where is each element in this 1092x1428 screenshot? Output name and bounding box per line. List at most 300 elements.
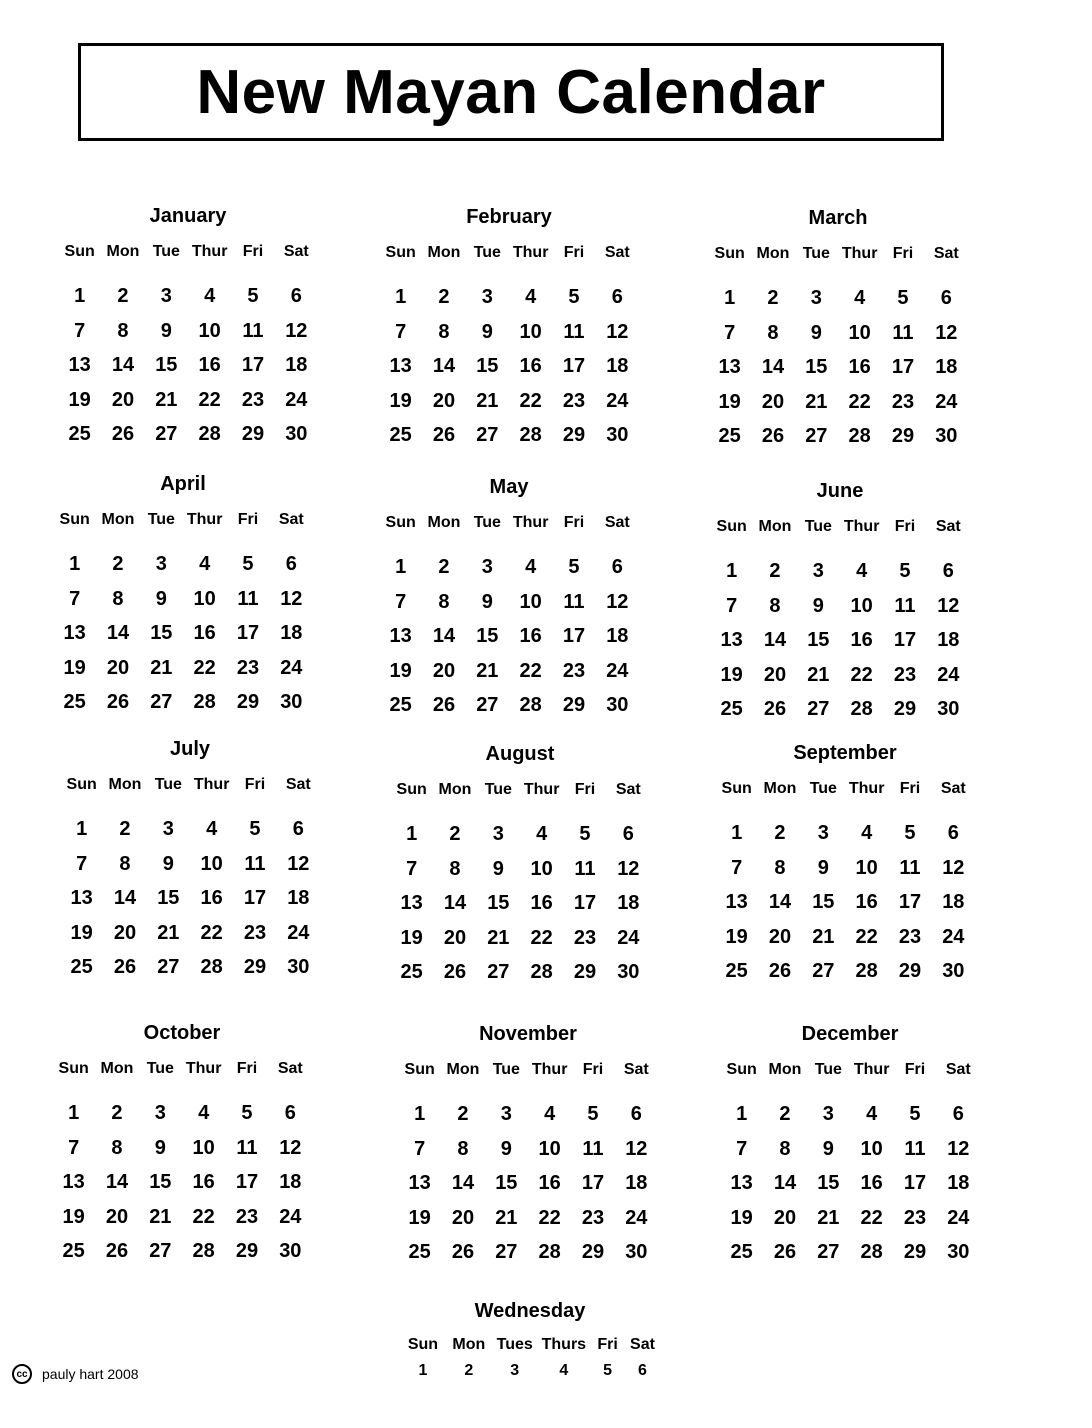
day-cell: 26 bbox=[113, 956, 137, 978]
day-cell: 21 bbox=[495, 1206, 518, 1229]
wednesday-block bbox=[400, 1298, 660, 1382]
weekday-header: Fri bbox=[242, 243, 264, 260]
day-cell: 27 bbox=[495, 1241, 518, 1263]
weekday-header: Fri bbox=[563, 244, 585, 261]
day-cell: 6 bbox=[292, 818, 304, 840]
day-cell: 7 bbox=[395, 320, 407, 343]
day-cell: 1 bbox=[724, 287, 736, 309]
day-cell: 10 bbox=[519, 590, 542, 613]
cc-icon: cc bbox=[12, 1364, 32, 1384]
day-cell: 12 bbox=[937, 594, 960, 617]
weekday-header: Thur bbox=[853, 1061, 890, 1078]
page-title: New Mayan Calendar bbox=[196, 57, 826, 127]
day-cell: 26 bbox=[768, 960, 792, 982]
day-cell: 12 bbox=[942, 856, 965, 879]
day-cell: 11 bbox=[244, 852, 266, 875]
weekday-header-row bbox=[52, 1058, 312, 1080]
weekday-header: Sat bbox=[935, 518, 961, 535]
day-cell: 20 bbox=[761, 390, 785, 413]
weekday-header-row bbox=[708, 243, 968, 265]
day-cell: 18 bbox=[947, 1172, 970, 1194]
weekday-header: Mon bbox=[438, 781, 472, 798]
weekday-header: Tue bbox=[814, 1061, 842, 1078]
day-cell: 14 bbox=[768, 891, 792, 913]
weekday-header: Tue bbox=[473, 514, 501, 531]
day-cell: 11 bbox=[563, 320, 585, 343]
weekday-header: Tue bbox=[809, 780, 837, 797]
weekday-header: Thur bbox=[531, 1061, 568, 1078]
day-cell: 14 bbox=[105, 1171, 129, 1193]
day-cell: 14 bbox=[451, 1172, 475, 1194]
month-name: April bbox=[160, 473, 206, 495]
weekday-header: Mon bbox=[452, 1336, 486, 1353]
day-cell: 13 bbox=[68, 354, 91, 376]
day-cell: 12 bbox=[606, 320, 629, 343]
day-cell: 13 bbox=[62, 1171, 85, 1193]
month-name: December bbox=[801, 1023, 899, 1045]
day-cell: 14 bbox=[106, 622, 130, 644]
day-cell: 20 bbox=[768, 925, 792, 948]
day-cell: 15 bbox=[805, 356, 828, 378]
wednesday-weekday-header-row bbox=[400, 1334, 660, 1356]
day-cell: 22 bbox=[850, 663, 873, 686]
day-cell: 17 bbox=[891, 356, 915, 378]
weekday-header: Tue bbox=[492, 1061, 520, 1078]
day-cell: 4 bbox=[204, 285, 216, 307]
day-cell: 21 bbox=[817, 1206, 840, 1229]
day-cell: 30 bbox=[285, 423, 308, 445]
day-cell: 1 bbox=[736, 1103, 748, 1125]
day-cell: 28 bbox=[198, 423, 221, 445]
day-cell: 8 bbox=[457, 1137, 469, 1160]
day-cell: 29 bbox=[893, 698, 917, 720]
day-cell: 22 bbox=[519, 389, 542, 412]
day-cell: 10 bbox=[198, 319, 221, 342]
day-cell: 30 bbox=[937, 698, 960, 720]
day-cell: 25 bbox=[730, 1241, 753, 1263]
day-cell: 8 bbox=[111, 1136, 123, 1159]
day-cell: 28 bbox=[848, 425, 871, 447]
day-cell: 19 bbox=[718, 390, 741, 413]
day-cell: 2 bbox=[449, 823, 461, 845]
day-cell: 5 bbox=[242, 553, 254, 575]
day-cell: 25 bbox=[389, 694, 412, 716]
weekday-header: Sun bbox=[385, 244, 416, 261]
day-cell: 23 bbox=[581, 1206, 605, 1229]
day-cell: 21 bbox=[487, 926, 510, 949]
month-december bbox=[720, 1021, 980, 1270]
weekday-header: Sun bbox=[726, 1061, 757, 1078]
day-cell: 2 bbox=[438, 286, 450, 308]
day-cell: 4 bbox=[525, 556, 537, 578]
day-cell: 26 bbox=[443, 961, 467, 983]
day-cell: 21 bbox=[476, 659, 499, 682]
day-cell: 8 bbox=[449, 857, 461, 880]
day-cell: 4 bbox=[856, 560, 868, 582]
day-cell: 3 bbox=[160, 285, 172, 307]
day-cell: 3 bbox=[817, 822, 829, 844]
month-march bbox=[708, 205, 968, 454]
weekday-header: Fri bbox=[574, 781, 596, 798]
day-cell: 24 bbox=[937, 663, 960, 686]
weekday-header: Fri bbox=[899, 780, 921, 797]
day-cell: 17 bbox=[235, 1171, 259, 1193]
month-name: February bbox=[466, 206, 552, 228]
day-cell: 3 bbox=[154, 1102, 166, 1124]
day-cell: 9 bbox=[492, 857, 504, 880]
weekday-header: Fri bbox=[244, 776, 266, 793]
day-cell: 10 bbox=[848, 321, 871, 344]
day-cell: 16 bbox=[200, 887, 223, 909]
day-cell: 10 bbox=[193, 587, 216, 610]
weekday-header: Mon bbox=[427, 244, 461, 261]
weekday-header: Sun bbox=[407, 1336, 439, 1353]
day-cell: 19 bbox=[62, 1205, 85, 1228]
weekday-header-row bbox=[390, 779, 650, 801]
day-cell: 20 bbox=[432, 659, 456, 682]
day-cell: 19 bbox=[730, 1206, 753, 1229]
day-cell: 1 bbox=[395, 556, 407, 578]
weekday-header-row bbox=[379, 512, 639, 534]
day-cell: 10 bbox=[860, 1137, 883, 1160]
day-cell: 15 bbox=[476, 625, 499, 647]
day-cell: 3 bbox=[155, 553, 167, 575]
day-cell: 9 bbox=[481, 590, 493, 613]
weekday-header-row bbox=[379, 242, 639, 264]
day-cell: 11 bbox=[236, 1136, 258, 1159]
weekday-header: Sat bbox=[940, 780, 966, 797]
day-cell: 22 bbox=[530, 926, 553, 949]
day-cell: 26 bbox=[763, 698, 787, 720]
weekday-header: Sat bbox=[604, 244, 630, 261]
day-cell: 25 bbox=[62, 1240, 85, 1262]
day-cell: 24 bbox=[279, 1205, 302, 1228]
day-cell: 14 bbox=[761, 356, 785, 378]
weekday-header: Sun bbox=[396, 781, 427, 798]
day-cell: 17 bbox=[573, 892, 597, 914]
day-cell: 30 bbox=[606, 424, 629, 446]
day-cell: 4 bbox=[854, 287, 866, 309]
day-cell: 1 bbox=[406, 823, 418, 845]
day-cell: 29 bbox=[898, 960, 922, 982]
day-cell: 16 bbox=[860, 1172, 883, 1194]
month-september bbox=[715, 740, 975, 989]
day-cell: 20 bbox=[773, 1206, 797, 1229]
weekday-header: Sat bbox=[285, 776, 311, 793]
day-cell: 20 bbox=[106, 656, 130, 679]
day-grid bbox=[379, 550, 639, 723]
day-cell: 21 bbox=[155, 388, 178, 411]
day-cell: 5 bbox=[899, 560, 911, 582]
weekday-header: Sun bbox=[59, 511, 90, 528]
day-cell: 2 bbox=[457, 1103, 469, 1125]
day-cell: 2 bbox=[119, 818, 131, 840]
day-cell: 28 bbox=[192, 1240, 215, 1262]
weekday-header: Sat bbox=[604, 514, 630, 531]
day-cell: 30 bbox=[942, 960, 965, 982]
day-cell: 13 bbox=[718, 356, 741, 378]
day-cell: 17 bbox=[581, 1172, 605, 1194]
day-cell: 27 bbox=[476, 694, 499, 716]
day-cell: 27 bbox=[476, 424, 499, 446]
day-cell: 14 bbox=[113, 887, 137, 909]
day-cell: 24 bbox=[287, 921, 310, 944]
day-cell: 22 bbox=[193, 656, 216, 679]
weekday-header: Fri bbox=[597, 1336, 618, 1353]
day-cell: 6 bbox=[622, 823, 634, 845]
day-cell: 26 bbox=[106, 691, 130, 713]
day-cell: 4 bbox=[199, 553, 211, 575]
weekday-header: Fri bbox=[892, 245, 914, 262]
weekday-header: Thur bbox=[512, 514, 549, 531]
day-cell: 25 bbox=[720, 698, 743, 720]
weekday-header: Thur bbox=[186, 511, 223, 528]
day-cell: 17 bbox=[241, 354, 265, 376]
weekday-header: Fri bbox=[237, 511, 259, 528]
day-cell: 11 bbox=[894, 594, 916, 617]
day-cell: 15 bbox=[495, 1172, 518, 1194]
weekday-header: Mon bbox=[100, 1060, 134, 1077]
day-cell: 14 bbox=[432, 355, 456, 377]
weekday-header: Sun bbox=[721, 780, 752, 797]
weekday-header: Sat bbox=[623, 1061, 649, 1078]
day-cell: 24 bbox=[617, 926, 640, 949]
day-cell: 2 bbox=[769, 560, 781, 582]
day-cell: 14 bbox=[443, 892, 467, 914]
weekday-header: Thur bbox=[843, 518, 880, 535]
day-cell: 11 bbox=[892, 321, 914, 344]
day-cell: 19 bbox=[389, 389, 412, 412]
day-cell: 9 bbox=[810, 321, 822, 344]
day-cell: 21 bbox=[150, 656, 173, 679]
day-cell: 28 bbox=[193, 691, 216, 713]
weekday-header: Thur bbox=[191, 243, 228, 260]
day-cell: 3 bbox=[510, 1362, 520, 1379]
day-cell: 7 bbox=[724, 321, 736, 344]
day-cell: 27 bbox=[155, 423, 178, 445]
day-cell: 28 bbox=[530, 961, 553, 983]
day-cell: 8 bbox=[767, 321, 779, 344]
day-cell: 30 bbox=[287, 956, 310, 978]
weekday-header: Sat bbox=[630, 1336, 655, 1353]
day-cell: 11 bbox=[904, 1137, 926, 1160]
day-cell: 16 bbox=[198, 354, 221, 376]
weekday-header: Mon bbox=[768, 1061, 802, 1078]
month-april bbox=[53, 471, 313, 720]
weekday-header: Thur bbox=[185, 1060, 222, 1077]
weekday-header: Mon bbox=[427, 514, 461, 531]
day-grid bbox=[710, 554, 970, 727]
day-cell: 9 bbox=[817, 856, 829, 879]
day-cell: 24 bbox=[942, 925, 965, 948]
day-cell: 13 bbox=[389, 355, 412, 377]
weekday-header: Sun bbox=[64, 243, 95, 260]
day-grid bbox=[52, 1096, 312, 1269]
title-box bbox=[78, 43, 944, 141]
day-cell: 3 bbox=[481, 556, 493, 578]
month-name: May bbox=[489, 476, 529, 498]
day-cell: 5 bbox=[897, 287, 909, 309]
day-cell: 8 bbox=[779, 1137, 791, 1160]
day-cell: 30 bbox=[617, 961, 640, 983]
day-cell: 28 bbox=[538, 1241, 561, 1263]
day-cell: 15 bbox=[157, 887, 180, 909]
day-cell: 18 bbox=[625, 1172, 648, 1194]
day-cell: 23 bbox=[243, 921, 267, 944]
day-cell: 13 bbox=[725, 891, 748, 913]
day-cell: 9 bbox=[812, 594, 824, 617]
month-name: October bbox=[143, 1022, 221, 1044]
day-cell: 12 bbox=[947, 1137, 970, 1160]
day-cell: 11 bbox=[242, 319, 264, 342]
weekday-header: Mon bbox=[758, 518, 792, 535]
day-cell: 11 bbox=[563, 590, 585, 613]
day-cell: 8 bbox=[119, 852, 131, 875]
day-cell: 25 bbox=[389, 424, 412, 446]
day-cell: 7 bbox=[69, 587, 81, 610]
day-cell: 3 bbox=[812, 560, 824, 582]
day-cell: 3 bbox=[822, 1103, 834, 1125]
day-cell: 5 bbox=[568, 556, 580, 578]
day-cell: 19 bbox=[400, 926, 423, 949]
day-cell: 24 bbox=[935, 390, 958, 413]
day-cell: 18 bbox=[279, 1171, 302, 1193]
day-cell: 23 bbox=[562, 659, 586, 682]
day-cell: 5 bbox=[579, 823, 591, 845]
day-grid bbox=[58, 279, 318, 452]
month-june bbox=[710, 478, 970, 727]
day-cell: 3 bbox=[492, 823, 504, 845]
day-cell: 24 bbox=[947, 1206, 970, 1229]
day-cell: 10 bbox=[855, 856, 878, 879]
weekday-header: Mon bbox=[763, 780, 797, 797]
weekday-header: Tue bbox=[484, 781, 512, 798]
day-cell: 27 bbox=[812, 960, 835, 982]
weekday-header: Fri bbox=[236, 1060, 258, 1077]
day-cell: 13 bbox=[70, 887, 93, 909]
weekday-header: Mon bbox=[108, 776, 142, 793]
weekday-header: Tue bbox=[473, 244, 501, 261]
weekday-header: Fri bbox=[894, 518, 916, 535]
day-cell: 19 bbox=[720, 663, 743, 686]
day-cell: 5 bbox=[249, 818, 261, 840]
day-cell: 7 bbox=[726, 594, 738, 617]
day-cell: 13 bbox=[389, 625, 412, 647]
day-cell: 7 bbox=[68, 1136, 80, 1159]
day-cell: 23 bbox=[898, 925, 922, 948]
day-cell: 12 bbox=[279, 1136, 302, 1159]
day-grid bbox=[60, 812, 320, 985]
wednesday-title: Wednesday bbox=[474, 1300, 586, 1322]
day-cell: 19 bbox=[63, 656, 86, 679]
day-cell: 19 bbox=[408, 1206, 431, 1229]
day-cell: 9 bbox=[154, 1136, 166, 1159]
day-cell: 11 bbox=[899, 856, 921, 879]
day-cell: 29 bbox=[573, 961, 597, 983]
weekday-header: Sun bbox=[714, 245, 745, 262]
day-cell: 8 bbox=[438, 590, 450, 613]
day-cell: 8 bbox=[117, 319, 129, 342]
day-cell: 22 bbox=[519, 659, 542, 682]
day-cell: 28 bbox=[860, 1241, 883, 1263]
day-cell: 2 bbox=[774, 822, 786, 844]
day-cell: 12 bbox=[606, 590, 629, 613]
day-cell: 10 bbox=[538, 1137, 561, 1160]
day-cell: 30 bbox=[947, 1241, 970, 1263]
day-cell: 4 bbox=[866, 1103, 878, 1125]
day-cell: 20 bbox=[763, 663, 787, 686]
day-cell: 24 bbox=[285, 388, 308, 411]
day-cell: 29 bbox=[241, 423, 265, 445]
day-cell: 22 bbox=[860, 1206, 883, 1229]
day-cell: 20 bbox=[432, 389, 456, 412]
day-cell: 28 bbox=[519, 694, 542, 716]
day-cell: 6 bbox=[952, 1103, 964, 1125]
day-cell: 14 bbox=[111, 354, 135, 376]
day-cell: 2 bbox=[117, 285, 129, 307]
day-cell: 6 bbox=[940, 287, 952, 309]
day-cell: 20 bbox=[451, 1206, 475, 1229]
day-cell: 14 bbox=[773, 1172, 797, 1194]
weekday-header-row bbox=[710, 516, 970, 538]
day-cell: 4 bbox=[198, 1102, 210, 1124]
day-cell: 16 bbox=[848, 356, 871, 378]
day-cell: 15 bbox=[150, 622, 173, 644]
day-cell: 10 bbox=[519, 320, 542, 343]
month-july bbox=[60, 736, 320, 985]
weekday-header: Sat bbox=[283, 243, 309, 260]
day-cell: 15 bbox=[807, 629, 830, 651]
day-cell: 1 bbox=[74, 285, 86, 307]
day-cell: 26 bbox=[451, 1241, 475, 1263]
day-grid bbox=[720, 1097, 980, 1270]
day-cell: 21 bbox=[807, 663, 830, 686]
day-cell: 23 bbox=[903, 1206, 927, 1229]
day-cell: 10 bbox=[530, 857, 553, 880]
weekday-header: Thur bbox=[512, 244, 549, 261]
day-cell: 21 bbox=[805, 390, 828, 413]
day-cell: 28 bbox=[855, 960, 878, 982]
weekday-header: Mon bbox=[446, 1061, 480, 1078]
day-cell: 24 bbox=[280, 656, 303, 679]
day-cell: 17 bbox=[893, 629, 917, 651]
day-cell: 26 bbox=[761, 425, 785, 447]
weekday-header: Tue bbox=[804, 518, 832, 535]
day-cell: 5 bbox=[904, 822, 916, 844]
day-cell: 17 bbox=[236, 622, 260, 644]
day-cell: 25 bbox=[725, 960, 748, 982]
day-cell: 2 bbox=[779, 1103, 791, 1125]
day-cell: 24 bbox=[606, 389, 629, 412]
day-cell: 25 bbox=[400, 961, 423, 983]
day-grid bbox=[53, 547, 313, 720]
day-cell: 22 bbox=[192, 1205, 215, 1228]
day-cell: 12 bbox=[625, 1137, 648, 1160]
month-october bbox=[52, 1020, 312, 1269]
month-name: August bbox=[485, 743, 555, 765]
day-cell: 25 bbox=[70, 956, 93, 978]
day-cell: 29 bbox=[236, 691, 260, 713]
day-cell: 6 bbox=[638, 1362, 647, 1379]
day-cell: 23 bbox=[893, 663, 917, 686]
day-cell: 18 bbox=[285, 354, 308, 376]
month-january bbox=[58, 203, 318, 452]
day-cell: 22 bbox=[200, 921, 223, 944]
weekday-header: Mon bbox=[106, 243, 140, 260]
day-cell: 14 bbox=[432, 625, 456, 647]
day-cell: 1 bbox=[418, 1362, 428, 1379]
weekday-header: Thur bbox=[841, 245, 878, 262]
